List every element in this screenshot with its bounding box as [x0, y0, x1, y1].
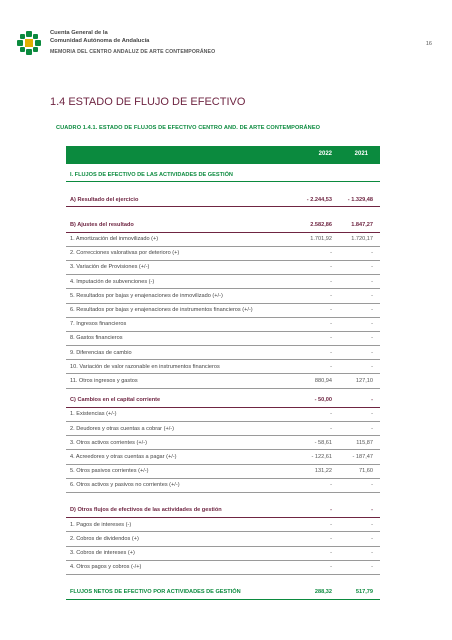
header-subtitle: MEMORIA DEL CENTRO ANDALUZ DE ARTE CONTEMPORÁNEO [50, 49, 216, 55]
table-row: 10. Variación de valor razonable en instrumentos financieros - - [66, 360, 380, 374]
table-row: 5. Resultados por bajas y enajenaciones de inmovilizado (+/-) - - [66, 289, 380, 303]
cash-flow-table [66, 146, 380, 600]
table-row-subtotal: A) Resultado del ejercicio - 2.244,53 - 1.329,48 [66, 193, 380, 207]
table-row: 2. Cobros de dividendos (+) - - [66, 532, 380, 546]
table-row-total: FLUJOS NETOS DE EFECTIVO POR ACTIVIDADES DE GESTIÓN 288,32 517,79 [66, 586, 380, 600]
table-row: 1. Amortización del inmovilizado (+) 1.701,92 1.720,17 [66, 233, 380, 247]
table-row: 1. Pagos de intereses (-) - - [66, 518, 380, 532]
table-row: 6. Otros activos y pasivos no corrientes (+/-) - - [66, 479, 380, 493]
table-row: 2. Deudores y otras cuentas a cobrar (+/-) - - [66, 422, 380, 436]
table-row-subtotal: B) Ajustes del resultado 2.582,86 1.847,27 [66, 218, 380, 232]
table-row-subtotal: C) Cambios en el capital corriente - 50,00 - [66, 394, 380, 408]
table-row: 4. Otros pagos y cobros (-/+) - - [66, 561, 380, 575]
junta-andalucia-logo-icon [16, 30, 42, 56]
table-caption: CUADRO 1.4.1. ESTADO DE FLUJOS DE EFECTIVO CENTRO AND. DE ARTE CONTEMPORÁNEO [56, 125, 321, 131]
table-row: 2. Correcciones valorativas por deterioro (+) - - [66, 247, 380, 261]
section-title: 1.4 ESTADO DE FLUJO DE EFECTIVO [50, 96, 246, 108]
section-row: I. FLUJOS DE EFECTIVO DE LAS ACTIVIDADES DE GESTIÓN [66, 168, 380, 182]
table-row: 4. Acreedores y otras cuentas a pagar (+/-) - 122,61 - 187,47 [66, 450, 380, 464]
table-row: 6. Resultados por bajas y enajenaciones de instrumentos financieros (+/-) - - [66, 304, 380, 318]
table-row: 4. Imputación de subvenciones (-) - - [66, 275, 380, 289]
table-row: 11. Otros ingresos y gastos 880,94 127,10 [66, 374, 380, 388]
column-header-2022: 2022 [318, 151, 332, 157]
table-row: 5. Otros pasivos corrientes (+/-) 131,22 71,60 [66, 465, 380, 479]
table-row: 9. Diferencias de cambio - - [66, 346, 380, 360]
table-row-subtotal: D) Otros flujos de efectivos de las actividades de gestión - - [66, 504, 380, 518]
header-title-line1: Cuenta General de la [50, 30, 108, 36]
table-row: 3. Variación de Provisiones (+/-) - - [66, 261, 380, 275]
table-row: 3. Otros activos corrientes (+/-) - 58,61 115,87 [66, 436, 380, 450]
table-row: 3. Cobros de intereses (+) - - [66, 547, 380, 561]
header-title-line2: Comunidad Autónoma de Andalucía [50, 38, 150, 44]
table-row: 8. Gastos financieros - - [66, 332, 380, 346]
column-header-2021: 2021 [354, 151, 368, 157]
table-row: 7. Ingresos financieros - - [66, 318, 380, 332]
table-row: 1. Existencias (+/-) - - [66, 408, 380, 422]
table-header [66, 146, 380, 164]
page-number: 16 [425, 41, 432, 47]
